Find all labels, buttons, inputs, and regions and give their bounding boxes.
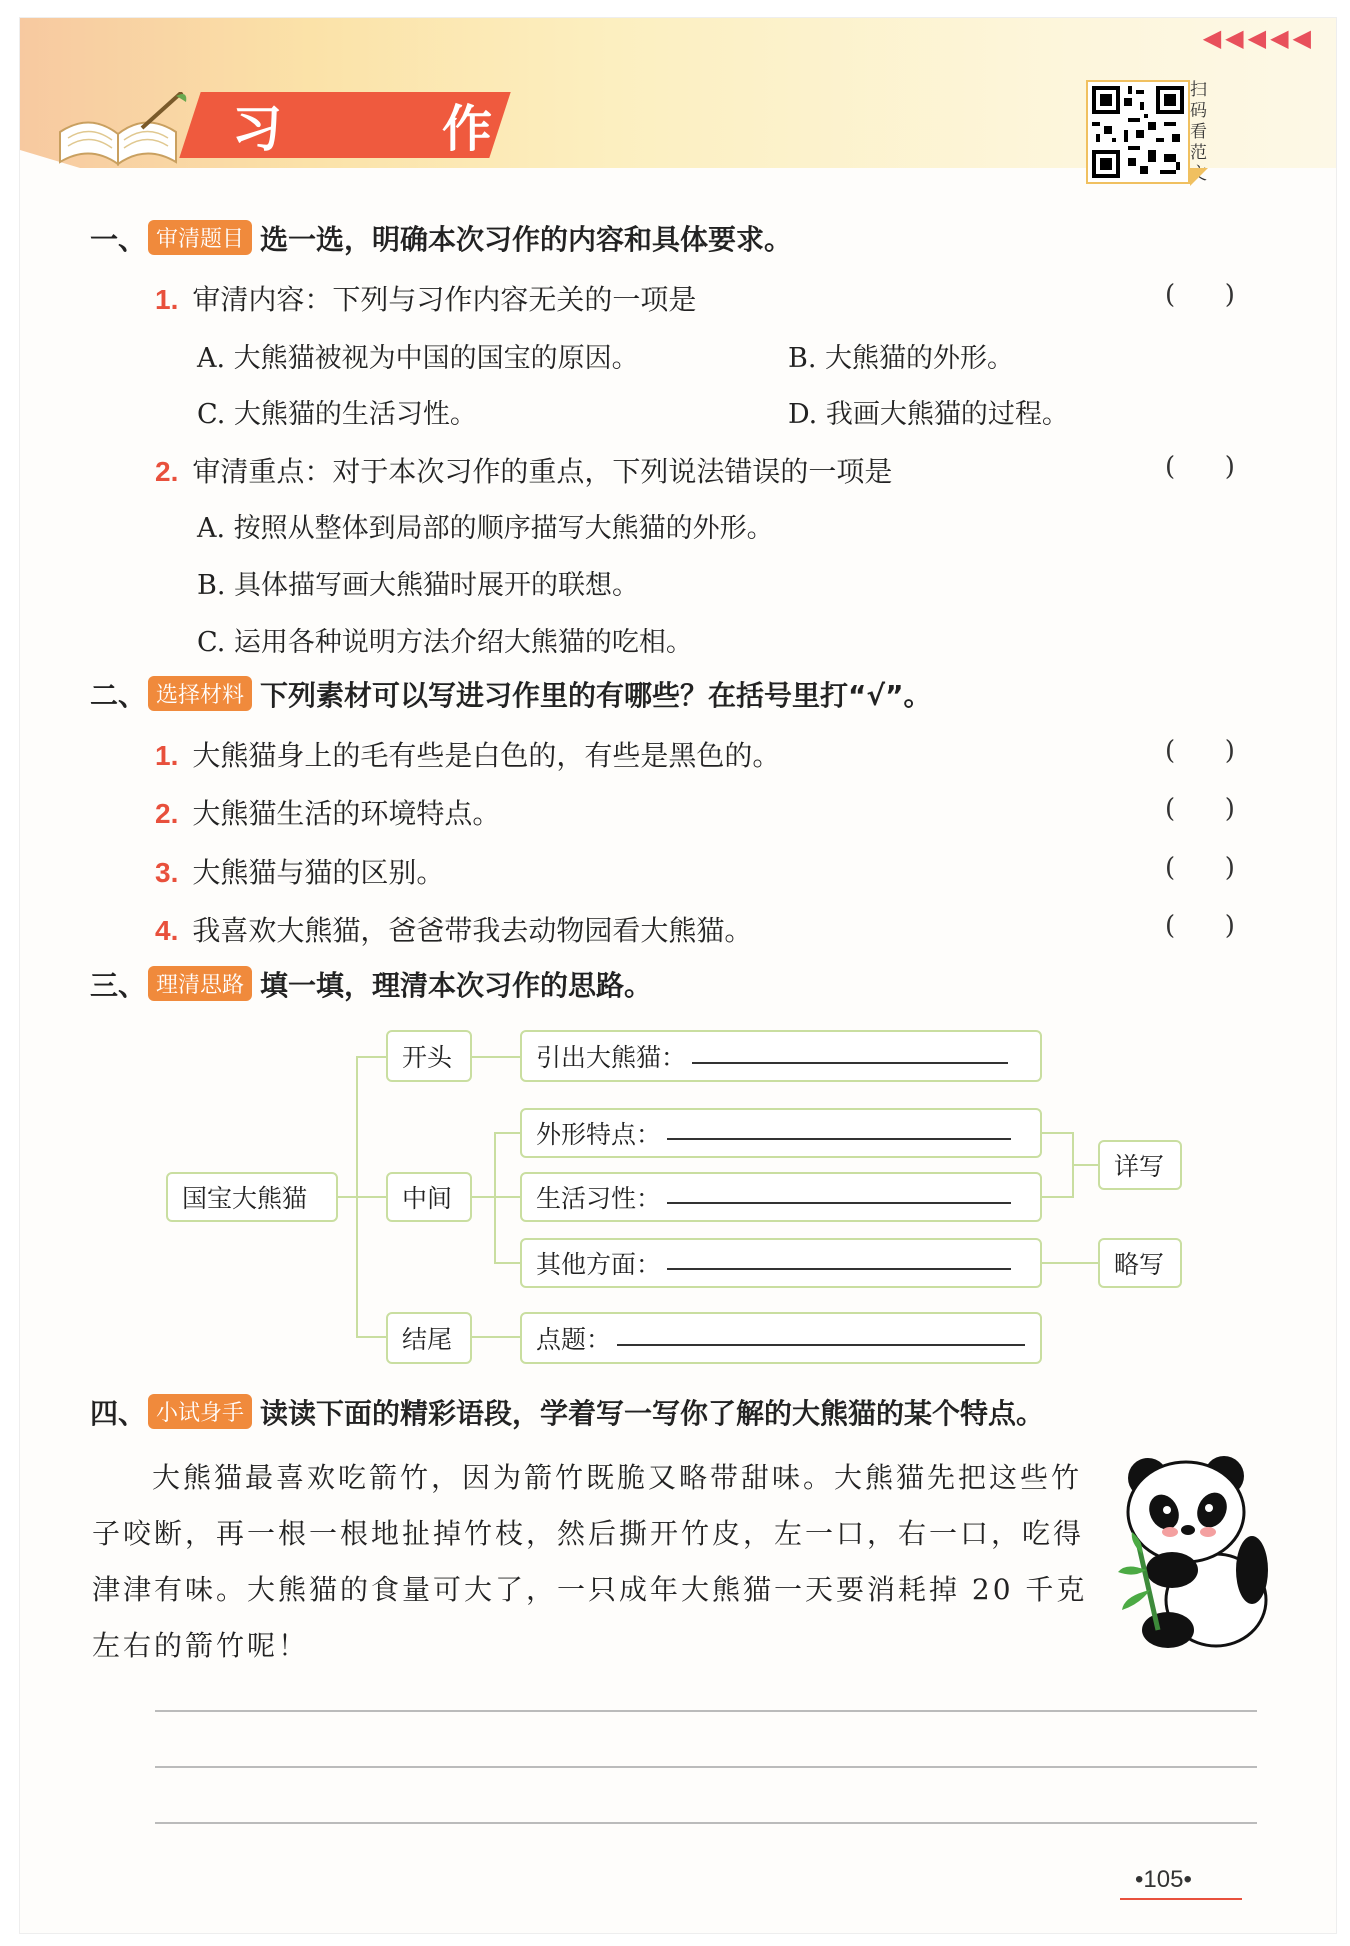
connector-m3 [494,1262,520,1264]
title-char-2: 作 [442,100,492,158]
ending-blank[interactable] [617,1342,1025,1346]
writing-line-1[interactable] [155,1710,1257,1712]
connector-m1 [494,1132,520,1134]
title-char-1: 习 [232,100,282,158]
s1-question-1 [155,278,696,318]
mindmap-middle-box-1 [520,1108,1042,1158]
qr-corner-decoration [1190,168,1208,186]
middle-blank-2[interactable] [667,1200,1011,1204]
s2-item-2-paren[interactable]: ( ) [1165,794,1235,824]
mindmap-branch-jiewei: 结尾 [386,1312,472,1364]
section4-tag: 小试身手 [148,1394,252,1429]
s1-q1-number: 1. [155,284,179,315]
s2-item-4-text: 我喜欢大熊猫，爸爸带我去动物园看大熊猫。 [192,914,753,947]
s1-q1-option-d: D. 我画大熊猫的过程。 [788,399,1069,430]
s2-item-1 [155,734,780,774]
s1-q2-option-b: B. 具体描写画大熊猫时展开的联想。 [197,570,640,601]
section2-heading [90,674,932,714]
s1-q1-option-a: A. 大熊猫被视为中国的国宝的原因。 [197,343,639,374]
section3-text: 填一填，理清本次习作的思路。 [260,969,653,1002]
intro-label: 引出大熊猫： [536,1043,687,1072]
section4-text: 读读下面的精彩语段，学着写一写你了解的大熊猫的某个特点。 [260,1397,1045,1430]
section1-heading [90,218,792,258]
section3-heading [90,964,652,1004]
mindmap-branch-zhongjian: 中间 [386,1172,472,1222]
page-title [232,92,492,158]
section4-prefix: 四、 [90,1397,147,1430]
connector-kaitou [356,1056,386,1058]
book-icon [50,92,190,172]
section1-prefix: 一、 [90,223,147,256]
connector-root [338,1196,386,1198]
sample-paragraph-text: 大熊猫最喜欢吃箭竹，因为箭竹既脆又略带甜味。大熊猫先把这些竹子咬断，再一根一根地扯掉竹枝，然后撕开竹皮，左一口，右一口，吃得津津有味。大熊猫的食量可大了，一只成年大熊猫一天要消耗掉 20 千克左右的箭竹呢！ [92,1461,1088,1662]
middle-blank-1[interactable] [667,1136,1011,1140]
mindmap-middle-box-2 [520,1172,1042,1222]
connector-middle-trunk [494,1132,496,1264]
mindmap-branch-kaitou: 开头 [386,1030,472,1082]
mindmap-root: 国宝大熊猫 [166,1172,338,1222]
s2-item-4 [155,909,752,949]
section3-prefix: 三、 [90,969,147,1002]
s2-item-1-number: 1. [155,740,179,771]
middle-label-3: 其他方面： [536,1250,662,1279]
writing-line-2[interactable] [155,1766,1257,1768]
s2-item-3-paren[interactable]: ( ) [1165,853,1235,883]
s2-item-4-paren[interactable]: ( ) [1165,911,1235,941]
mindmap-ending-box [520,1312,1042,1364]
mindmap-intro-box [520,1030,1042,1082]
s1-q2-text: 审清重点：对于本次习作的重点，下列说法错误的一项是 [192,455,893,488]
page-number-underline [1120,1898,1242,1900]
writing-line-3[interactable] [155,1822,1257,1824]
intro-blank[interactable] [692,1060,1008,1064]
sample-paragraph [92,1450,1092,1674]
section2-text: 下列素材可以写进习作里的有哪些？在括号里打“√”。 [260,679,932,712]
s2-item-3 [155,851,444,891]
s1-q2-option-a: A. 按照从整体到局部的顺序描写大熊猫的外形。 [197,513,774,544]
qr-label: 扫码看范文 [1190,80,1207,184]
s2-item-1-paren[interactable]: ( ) [1165,736,1235,766]
s2-item-3-text: 大熊猫与猫的区别。 [192,856,445,889]
section4-heading [90,1392,1044,1432]
s1-q2-number: 2. [155,456,179,487]
s2-item-3-number: 3. [155,857,179,888]
s1-question-2 [155,450,892,490]
connector-detail [1072,1164,1098,1166]
s1-q1-option-c: C. 大熊猫的生活习性。 [197,399,477,430]
arrows-decoration: ◀◀◀◀◀ [1202,24,1315,52]
middle-blank-3[interactable] [667,1266,1011,1270]
mindmap-detail: 详写 [1098,1140,1182,1190]
s1-q2-option-c: C. 运用各种说明方法介绍大熊猫的吃相。 [197,627,693,658]
connector-detail-bottom [1040,1196,1074,1198]
ending-label: 点题： [536,1325,612,1354]
s2-item-2-number: 2. [155,798,179,829]
section2-prefix: 二、 [90,679,147,712]
s2-item-2-text: 大熊猫生活的环境特点。 [192,797,501,830]
panda-illustration [1112,1450,1272,1650]
page-number: •105• [1135,1866,1192,1893]
section3-tag: 理清思路 [148,966,252,1001]
s1-q1-answer-paren[interactable]: ( ) [1165,280,1235,310]
mindmap-brief: 略写 [1098,1238,1182,1288]
section1-text: 选一选，明确本次习作的内容和具体要求。 [260,223,793,256]
section1-tag: 审清题目 [148,220,252,255]
middle-label-1: 外形特点： [536,1120,662,1149]
connector-brief [1040,1262,1098,1264]
s1-q1-text: 审清内容：下列与习作内容无关的一项是 [192,283,697,316]
middle-label-2: 生活习性： [536,1184,662,1213]
qr-code-icon[interactable] [1086,80,1190,184]
connector-intro [472,1056,520,1058]
connector-jiewei [356,1336,386,1338]
s2-item-4-number: 4. [155,915,179,946]
connector-m2 [494,1196,520,1198]
mindmap-middle-box-3 [520,1238,1042,1288]
connector-ending [472,1336,520,1338]
s1-q1-option-b: B. 大熊猫的外形。 [788,343,1015,374]
section2-tag: 选择材料 [148,676,252,711]
connector-trunk [356,1056,358,1338]
connector-middle [472,1196,494,1198]
s2-item-2 [155,792,500,832]
s2-item-1-text: 大熊猫身上的毛有些是白色的，有些是黑色的。 [192,739,781,772]
s1-q2-answer-paren[interactable]: ( ) [1165,452,1235,482]
connector-detail-top [1040,1132,1074,1134]
